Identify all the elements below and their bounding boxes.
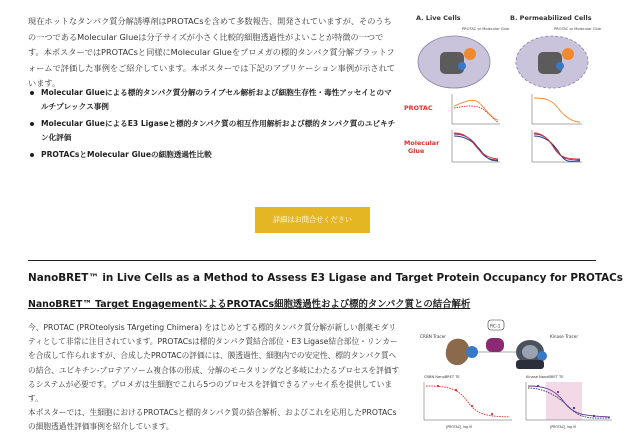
- list-item: Molecular GlueによるE3 Ligaseと標的タンパク質の相互作用解析および標的タンパク質のユビキチン化評価: [28, 117, 398, 145]
- rc1-label: RC-1: [490, 324, 501, 330]
- figure-nanobret-te: [418, 316, 614, 432]
- row-label-glue-1: Molecular: [404, 139, 440, 147]
- panel-b-title: B. Permeabilized Cells: [510, 14, 592, 22]
- crbn-tracer-label: CRBN Tracer: [420, 334, 446, 339]
- glue-chart-permeabilized: [532, 130, 582, 162]
- row-label-glue-2: Glue: [408, 147, 425, 155]
- list-item: Molecular Glueによる標的タンパク質分解のライブセル解析および細胞生存性・毒性アッセイとのマルチプレックス事例: [28, 86, 398, 114]
- kinase-chart-title: Kinase NanoBRET TE: [526, 375, 564, 379]
- kinase-chart: [526, 375, 612, 429]
- kinase-x-axis-label: [PROTAC], log M: [550, 425, 576, 429]
- protac-complex-illustration: [446, 338, 547, 369]
- row-label-protac: PROTAC: [404, 104, 433, 112]
- contact-us-button[interactable]: 詳細はお問合せください: [255, 207, 370, 233]
- application-list: [28, 86, 398, 165]
- crbn-x-axis-label: [PROTAC], log M: [446, 425, 472, 429]
- permeabilized-cell-illustration: [516, 27, 602, 88]
- intro-paragraph: 現在ホットなタンパク質分解誘導剤はPROTACsを含めて多数報告、開発されていますが、そのうちの一つであるMolecular Glueは分子サイズが小さく比較的細胞透過性がよいことが特徴の一つです。本ポスターではPROTACsと同様にMolecular Glueをプロメガの標的タンパク質分解プラットフォームで評価した事例をご紹介しています。本ポスターでは下記のアプリケーション事例が示されています。: [28, 16, 395, 89]
- panel-a-title: A. Live Cells: [416, 14, 461, 22]
- live-cell-illustration: [418, 27, 510, 88]
- section-title: NanoBRET™ in Live Cells as a Method to Assess E3 Ligase and Target Protein Occupancy for PROTACs: [28, 272, 623, 284]
- section-paragraph-2: 本ポスターでは、生細胞におけるPROTACsと標的タンパク質の結合解析、およびこれを応用したPROTACsの細胞透過性評価事例を紹介しています。: [28, 408, 397, 432]
- panel-a-label: PROTAC or Molecular Glue: [462, 27, 510, 31]
- crbn-chart: [424, 375, 512, 429]
- panel-b-label: PROTAC or Molecular Glue: [554, 27, 602, 31]
- section-paragraph: [28, 321, 400, 435]
- protac-chart-live: [452, 94, 500, 124]
- glue-chart-live: [452, 130, 500, 162]
- figure-live-permeabilized-cells: [402, 10, 614, 170]
- crbn-chart-title: CRBN NanoBRET TE: [424, 375, 460, 379]
- list-item: PROTACsとMolecular Glueの細胞透過性比較: [28, 148, 398, 162]
- section-paragraph-1: 今、PROTAC (PROteolysis TArgeting Chimera) をはじめとする標的タンパク質分解が新しい創薬モダリティとして非常に注目されています。PROTACsは標的タンパク質結合部位・E3 Ligase結合部位・リンカーを合成して作られますが、合成したPROTACの評価には、膜透過性、細胞内での安定性、標的タンパク質への結合、ユビキチン-プロテアソーム複合体の形成、分解のモニタリングなど多岐にわたるプロセスを評価するシステムが必要です。プロメガは生細胞でこれら5つのプロセスを評価できるアッセイ系を提供しています。: [28, 323, 400, 404]
- protac-chart-permeabilized: [532, 94, 582, 124]
- rc1-bubble: [488, 320, 504, 330]
- section-divider: [28, 260, 596, 261]
- kinase-tracer-label: Kinase Tracer: [550, 334, 579, 339]
- section-subtitle: NanoBRET™ Target EngagementによるPROTACs細胞透過性および標的タンパク質との結合解析: [28, 299, 471, 310]
